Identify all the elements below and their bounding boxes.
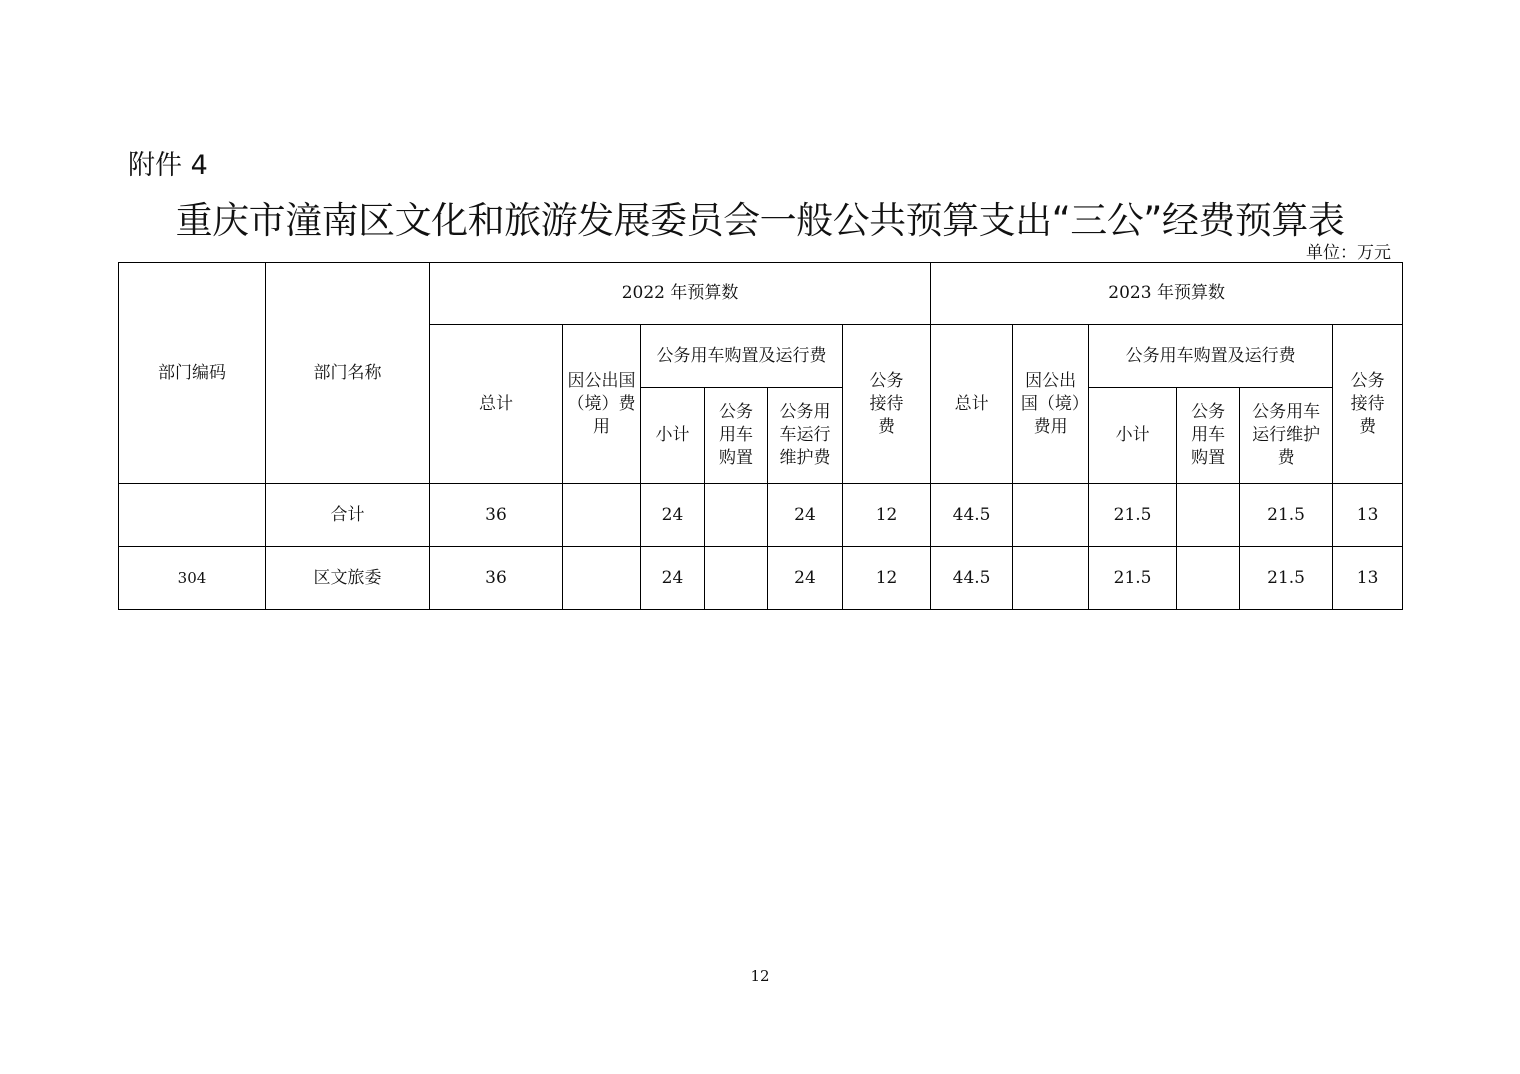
cell-2022-reception: 12	[843, 547, 931, 610]
budget-table	[118, 262, 1403, 610]
header-2023-vehicle-maint: 公务用车运行维护费	[1240, 388, 1333, 484]
cell-2023-overseas	[1013, 484, 1089, 547]
cell-2023-maint: 21.5	[1240, 547, 1333, 610]
header-2023-overseas: 因公出国（境）费用	[1013, 325, 1089, 484]
header-dept-name: 部门名称	[266, 263, 430, 484]
cell-dept-code: 304	[119, 547, 266, 610]
header-2023-vehicle-purchase: 公务用车购置	[1177, 388, 1240, 484]
cell-2022-overseas	[563, 484, 641, 547]
header-2022-vehicle-purchase: 公务用车购置	[705, 388, 768, 484]
cell-2022-maint: 24	[768, 484, 843, 547]
cell-2023-maint: 21.5	[1240, 484, 1333, 547]
header-2023-vehicle-group: 公务用车购置及运行费	[1089, 325, 1333, 388]
page-number: 12	[750, 967, 770, 985]
cell-dept-name: 合计	[266, 484, 430, 547]
header-2023-reception: 公务接待费	[1333, 325, 1403, 484]
table-row	[119, 484, 1403, 547]
header-2022-subtotal: 小计	[641, 388, 705, 484]
cell-2022-overseas	[563, 547, 641, 610]
cell-2022-total: 36	[430, 484, 563, 547]
header-2022-vehicle-maint: 公务用车运行维护费	[768, 388, 843, 484]
header-year-2022: 2022 年预算数	[430, 263, 931, 325]
cell-2022-maint: 24	[768, 547, 843, 610]
unit-label: 单位：万元	[1306, 243, 1391, 263]
cell-2023-subtotal: 21.5	[1089, 484, 1177, 547]
cell-2023-purchase	[1177, 484, 1240, 547]
attachment-label: 附件 4	[128, 150, 208, 181]
cell-2023-total: 44.5	[931, 484, 1013, 547]
cell-2023-reception: 13	[1333, 484, 1403, 547]
page-title: 重庆市潼南区文化和旅游发展委员会一般公共预算支出“三公”经费预算表	[175, 199, 1345, 242]
cell-2023-overseas	[1013, 547, 1089, 610]
cell-2023-reception: 13	[1333, 547, 1403, 610]
header-2022-total: 总计	[430, 325, 563, 484]
header-row-years	[119, 263, 1403, 325]
header-2023-total: 总计	[931, 325, 1013, 484]
cell-2022-subtotal: 24	[641, 547, 705, 610]
header-dept-code: 部门编码	[119, 263, 266, 484]
cell-2023-subtotal: 21.5	[1089, 547, 1177, 610]
cell-2023-total: 44.5	[931, 547, 1013, 610]
cell-dept-name: 区文旅委	[266, 547, 430, 610]
cell-2022-total: 36	[430, 547, 563, 610]
cell-2022-reception: 12	[843, 484, 931, 547]
cell-2023-purchase	[1177, 547, 1240, 610]
table-row	[119, 547, 1403, 610]
header-2022-overseas: 因公出国（境）费用	[563, 325, 641, 484]
header-2022-reception: 公务接待费	[843, 325, 931, 484]
cell-2022-subtotal: 24	[641, 484, 705, 547]
header-2023-subtotal: 小计	[1089, 388, 1177, 484]
cell-2022-purchase	[705, 484, 768, 547]
cell-dept-code	[119, 484, 266, 547]
header-year-2023: 2023 年预算数	[931, 263, 1403, 325]
header-2022-vehicle-group: 公务用车购置及运行费	[641, 325, 843, 388]
cell-2022-purchase	[705, 547, 768, 610]
